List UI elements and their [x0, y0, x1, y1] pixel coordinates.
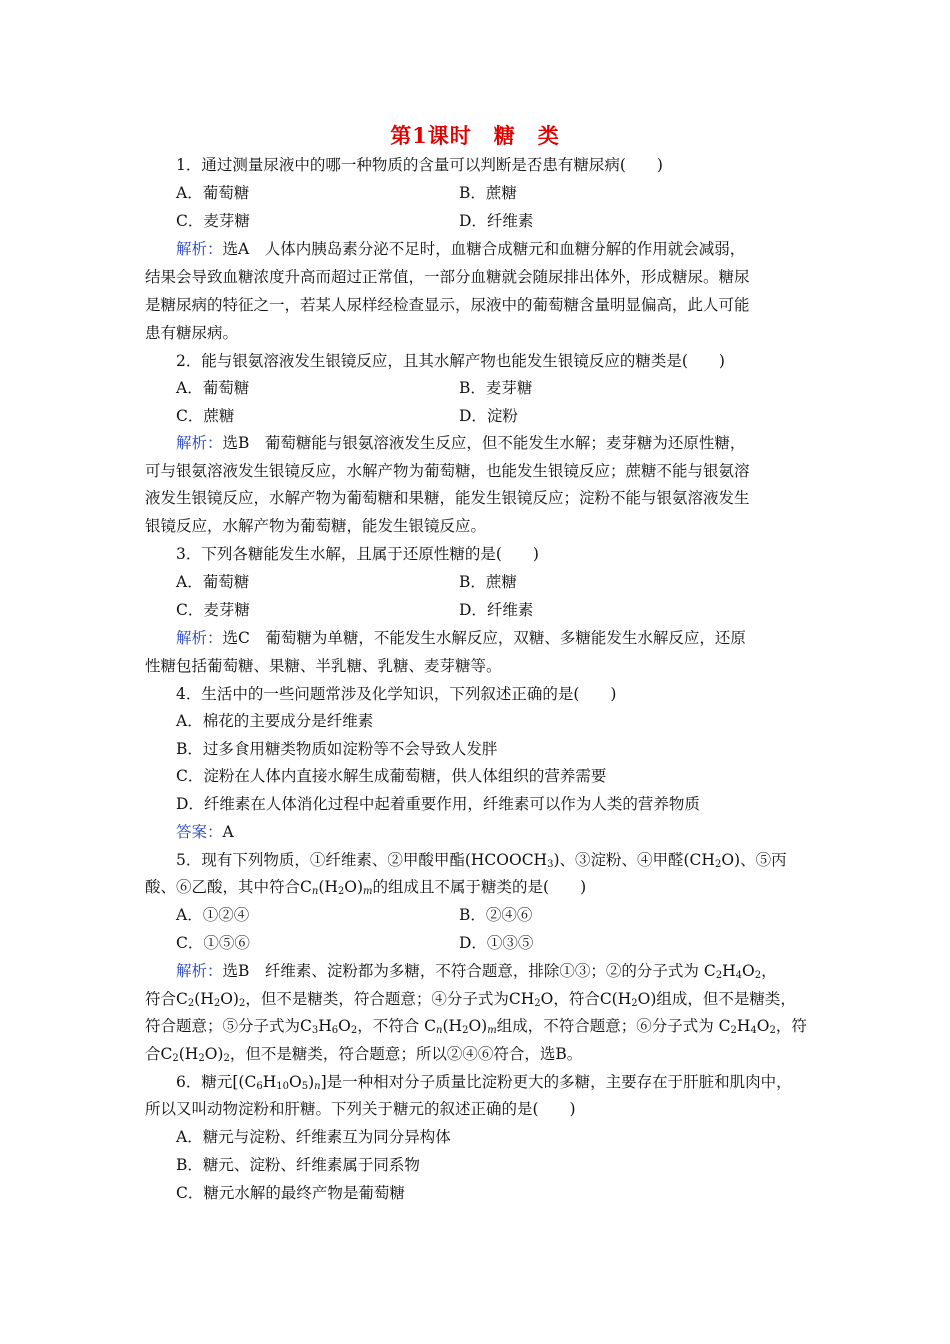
q5-option-d: D．①③⑤: [459, 934, 534, 952]
q3-option-a: A．葡萄糖: [176, 573, 250, 591]
explanation-tag: 解析：: [176, 434, 223, 452]
q1-exp-text: 选A 人体内胰岛素分泌不足时，血糖合成糖元和血糖分解的作用就会减弱，: [222, 240, 746, 258]
subscript: m: [487, 1025, 497, 1036]
q5-exp-text: 符合C: [145, 990, 188, 1008]
q5-text: )、③淀粉、④甲醛(CH: [553, 851, 715, 869]
q2-exp-text: 选B 葡萄糖能与银氨溶液发生反应，但不能发生水解；麦芽糖为还原性糖，: [222, 434, 746, 452]
q1-option-b: B．蔗糖: [459, 184, 517, 202]
q5-exp-text: (H: [194, 990, 214, 1008]
explanation-tag: 解析：: [176, 240, 223, 258]
q1-option-d: D．纤维素: [459, 212, 534, 230]
q3-option-d: D．纤维素: [459, 601, 534, 619]
q4-stem: 4．生活中的一些问题常涉及化学知识，下列叙述正确的是( ): [176, 685, 617, 703]
q5-exp-text: 合C: [145, 1045, 173, 1063]
q5-text: 5．现有下列物质，①纤维素、②甲酸甲酯(HCOOCH: [176, 851, 548, 869]
q6-text: O: [288, 1073, 302, 1091]
q3-explanation-line: [176, 625, 746, 652]
q5-text: O): [344, 878, 364, 896]
q3-stem: 3．下列各糖能发生水解，且属于还原性糖的是( ): [176, 545, 539, 563]
q5-exp-text: ，不符合 C: [357, 1017, 437, 1035]
q2-option-b: B．麦芽糖: [459, 379, 533, 397]
q2-explanation-line: 液发生银镜反应，水解产物为葡萄糖和果糖，能发生银镜反应；淀粉不能与银氨溶液发生: [145, 489, 750, 507]
q1-option-a: A．葡萄糖: [176, 184, 250, 202]
q1-stem: 1．通过测量尿液中的哪一种物质的含量可以判断是否患有糖尿病( ): [176, 156, 663, 174]
q5-text: 的组成且不属于糖类的是( ): [372, 878, 587, 896]
q5-exp-text: ，但不是糖类，符合题意；所以②④⑥符合，选B。: [229, 1045, 583, 1063]
subscript: n: [314, 1081, 321, 1092]
q6-stem-line: 所以又叫动物淀粉和肝糖。下列关于糖元的叙述正确的是( ): [145, 1100, 576, 1118]
q2-option-a: A．葡萄糖: [176, 379, 250, 397]
subscript: 2: [187, 998, 195, 1009]
q2-explanation-line: 可与银氨溶液发生银镜反应，水解产物为葡萄糖，也能发生银镜反应；蔗糖不能与银氨溶: [145, 462, 750, 480]
q6-text: 6．糖元[(C: [176, 1073, 257, 1091]
subscript: 2: [238, 998, 246, 1009]
q5-explanation-line: [145, 1041, 582, 1072]
q4-option-b: B．过多食用糖类物质如淀粉等不会导致人发胖: [176, 740, 498, 758]
q4-option-c: C．淀粉在人体内直接水解生成葡萄糖，供人体组织的营养需要: [176, 767, 607, 785]
q5-exp-text: O)组成，但不是糖类，: [637, 990, 796, 1008]
q5-exp-text: O，符合C(H: [540, 990, 632, 1008]
subscript: 2: [337, 886, 345, 897]
q5-exp-text: ，符: [775, 1017, 807, 1035]
subscript: 10: [276, 1081, 289, 1092]
q3-exp-text: 选C 葡萄糖为单糖，不能发生水解反应，双糖、多糖能发生水解反应，还原: [222, 629, 746, 647]
subscript: 3: [547, 859, 554, 870]
q2-explanation-line: 银镜反应，水解产物为葡萄糖，能发生银镜反应。: [145, 517, 487, 535]
q2-option-c: C．蔗糖: [176, 407, 235, 425]
q5-exp-text: O: [338, 1017, 351, 1035]
q3-option-b: B．蔗糖: [459, 573, 517, 591]
subscript: 2: [172, 1053, 179, 1064]
q6-text: H: [262, 1073, 277, 1091]
q4-option-a: A．棉花的主要成分是纤维素: [176, 712, 374, 730]
subscript: 2: [715, 970, 723, 981]
q4-answer: A: [222, 823, 234, 841]
q2-option-d: D．淀粉: [459, 407, 518, 425]
q5-stem-line: [145, 874, 586, 905]
q5-exp-text: O): [220, 990, 239, 1008]
q5-exp-text: H: [318, 1017, 332, 1035]
subscript: 2: [350, 1025, 358, 1036]
q5-exp-text: ，: [761, 962, 777, 980]
q5-exp-text: (H: [442, 1017, 463, 1035]
q1-explanation-line: 结果会导致血糖浓度升高而超过正常值，一部分血糖就会随尿排出体外，形成糖尿。糖尿: [145, 268, 750, 286]
page-title: 第1课时 糖 类: [390, 123, 560, 148]
q5-exp-text: H: [722, 962, 736, 980]
q5-exp-text: 符合题意；⑤分子式为C: [145, 1017, 312, 1035]
subscript: n: [436, 1025, 443, 1036]
q4-answer-line: [176, 819, 234, 846]
subscript: 5: [301, 1081, 309, 1092]
subscript: 2: [223, 1053, 230, 1064]
q1-explanation-line: 是糖尿病的特征之一，若某人尿样经检查显示，尿液中的葡萄糖含量明显偏高，此人可能: [145, 296, 750, 314]
explanation-tag: 解析：: [176, 962, 223, 980]
subscript: 2: [769, 1025, 776, 1036]
q5-exp-text: H: [736, 1017, 751, 1035]
subscript: 4: [750, 1025, 757, 1036]
q3-option-c: C．麦芽糖: [176, 601, 250, 619]
q3-explanation-line: 性糖包括葡萄糖、果糖、半乳糖、乳糖、麦芽糖等。: [145, 657, 502, 675]
subscript: 2: [730, 1025, 737, 1036]
subscript: 2: [631, 998, 638, 1009]
subscript: 2: [198, 1053, 205, 1064]
subscript: 2: [714, 859, 722, 870]
q6-option-a: A．糖元与淀粉、纤维素互为同分异构体: [176, 1128, 451, 1146]
q2-explanation-line: [176, 430, 745, 457]
q2-stem: 2．能与银氨溶液发生银镜反应，且其水解产物也能发生银镜反应的糖类是( ): [176, 352, 725, 370]
answer-tag: 答案：: [176, 823, 223, 841]
explanation-tag: 解析：: [176, 629, 223, 647]
q6-text: ): [308, 1073, 315, 1091]
subscript: 4: [735, 970, 742, 981]
q1-option-c: C．麦芽糖: [176, 212, 250, 230]
q5-explanation-line: [145, 1013, 807, 1044]
subscript: 2: [213, 998, 221, 1009]
subscript: 6: [256, 1081, 263, 1092]
q5-text: (H: [318, 878, 338, 896]
subscript: 3: [311, 1025, 319, 1036]
q6-option-c: C．糖元水解的最终产物是葡萄糖: [176, 1184, 405, 1202]
subscript: m: [363, 886, 373, 897]
q5-text: O)、⑤丙: [721, 851, 787, 869]
q6-text: ]是一种相对分子质量比淀粉更大的多糖，主要存在于肝脏和肌肉中，: [320, 1073, 792, 1091]
q5-exp-text: O: [741, 962, 755, 980]
q5-exp-text: O): [468, 1017, 488, 1035]
q5-explanation-line: [176, 958, 777, 989]
subscript: 6: [331, 1025, 339, 1036]
q6-option-b: B．糖元、淀粉、纤维素属于同系物: [176, 1156, 420, 1174]
subscript: 2: [754, 970, 762, 981]
q5-exp-text: ，但不是糖类，符合题意；④分子式为CH: [245, 990, 535, 1008]
q5-exp-text: (H: [178, 1045, 199, 1063]
q5-option-b: B．②④⑥: [459, 906, 533, 924]
q5-exp-text: O): [204, 1045, 224, 1063]
subscript: 2: [462, 1025, 469, 1036]
q5-option-a: A．①②④: [176, 906, 250, 924]
subscript: n: [311, 886, 319, 897]
q1-explanation-line: [176, 236, 745, 263]
q5-exp-text: 组成，不符合题意；⑥分子式为 C: [496, 1017, 731, 1035]
q5-option-c: C．①⑤⑥: [176, 934, 250, 952]
subscript: 2: [534, 998, 541, 1009]
q5-exp-text: 选B 纤维素、淀粉都为多糖，不符合题意，排除①③；②的分子式为 C: [222, 962, 716, 980]
q1-explanation-line: 患有糖尿病。: [145, 324, 239, 342]
q4-option-d: D．纤维素在人体消化过程中起着重要作用，纤维素可以作为人类的营养物质: [176, 795, 700, 813]
q5-exp-text: O: [756, 1017, 770, 1035]
q5-text: 酸、⑥乙酸，其中符合C: [145, 878, 312, 896]
